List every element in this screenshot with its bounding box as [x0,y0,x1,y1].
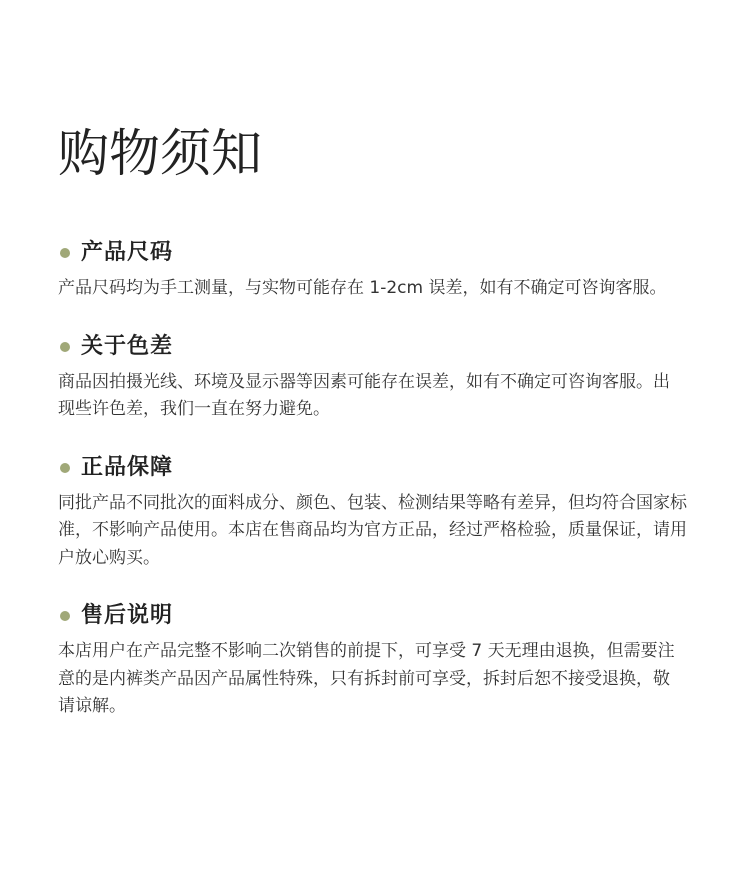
section-heading-row [58,453,718,483]
section-body [58,369,718,424]
body-line: 户放心购买。 [58,547,160,568]
body-line: 请谅解。 [58,696,126,716]
section-heading: 产品尺码 [81,240,174,265]
body-line: 准，不影响产品使用。本店在售商品均为官方正品，经过严格检验，质量保证，请用 [58,520,687,540]
section-body [58,275,718,303]
body-line: 产品尺码均为手工测量，与实物可能存在 1-2cm 误差，如有不确定可咨询客服。 [58,278,667,298]
body-line: 本店用户在产品完整不影响二次销售的前提下，可享受 7 天无理由退换，但需要注 [58,641,675,661]
section-after-sales [58,601,718,721]
section-authenticity-guarantee [58,453,718,573]
section-heading: 关于色差 [81,333,174,359]
section-heading: 正品保障 [81,454,174,480]
bullet-dot-icon [60,248,70,258]
body-line: 商品因拍摄光线、环境及显示器等因素可能存在误差，如有不确定可咨询客服。出 [58,371,670,392]
section-color-difference [58,332,718,424]
shopping-notice-page [58,125,718,721]
body-line: 意的是内裤类产品因产品属性特殊，只有拆封前可享受，拆封后恕不接受退换，敬 [58,668,670,689]
page-title: 购物须知 [58,125,263,184]
section-heading-row [58,238,718,268]
bullet-dot-icon [60,611,70,621]
body-line: 现些许色差，我们一直在努力避免。 [58,399,330,419]
section-heading: 售后说明 [81,603,174,628]
section-heading-row [58,601,718,631]
bullet-dot-icon [60,463,70,473]
section-body [58,490,718,573]
section-heading-row [58,332,718,362]
body-line: 同批产品不同批次的面料成分、颜色、包装、检测结果等略有差异，但均符合国家标 [58,492,687,513]
bullet-dot-icon [60,342,70,352]
section-body [58,638,718,721]
section-product-size [58,238,718,303]
